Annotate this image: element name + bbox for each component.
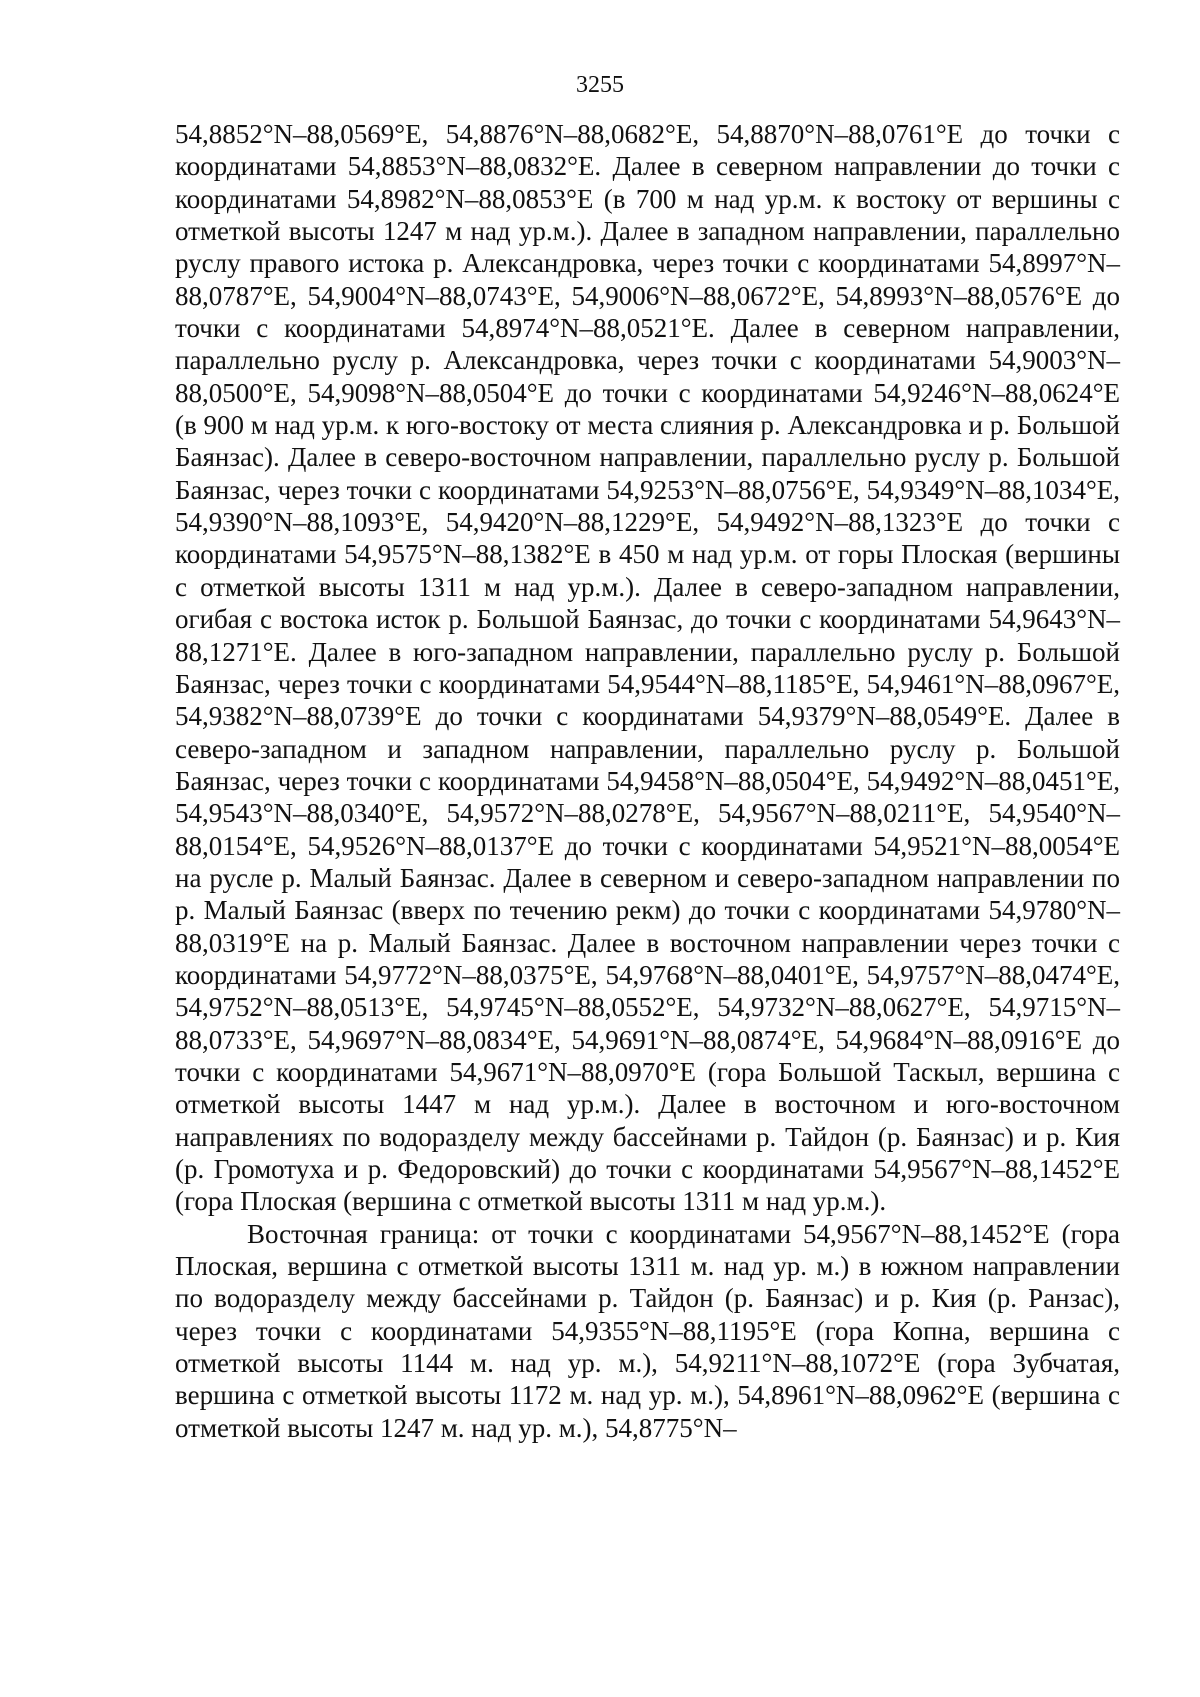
page-number: 3255: [576, 72, 624, 98]
paragraph-continuation: 54,8852°N–88,0569°E, 54,8876°N–88,0682°E, 54,8870°N–88,0761°E до точки с координатами 54,8853°N–88,0832°E. Далее в северном направлении до точки с координатами 54,8982°N–88,0853°E (в 700 м над ур.м. к востоку от вершины с отметкой высоты 1247 м над ур.м.). Далее в западном направлении, параллельно руслу правого истока р. Александровка, через точки с координатами 54,8997°N–88,0787°E, 54,9004°N–88,0743°E, 54,9006°N–88,0672°E, 54,8993°N–88,0576°E до точки с координатами 54,8974°N–88,0521°E. Далее в северном направлении, параллельно руслу р. Александровка, через точки с координатами 54,9003°N–88,0500°E, 54,9098°N–88,0504°E до точки с координатами 54,9246°N–88,0624°E (в 900 м над ур.м. к юго-востоку от места слияния р. Александровка и р. Большой Баянзас). Далее в северо-восточном направлении, параллельно руслу р. Большой Баянзас, через точки с координатами 54,9253°N–88,0756°E, 54,9349°N–88,1034°E, 54,9390°N–88,1093°E, 54,9420°N–88,1229°E, 54,9492°N–88,1323°E до точки с координатами 54,9575°N–88,1382°E в 450 м над ур.м. от горы Плоская (вершины с отметкой высоты 1311 м над ур.м.). Далее в северо-западном направлении, огибая с востока исток р. Большой Баянзас, до точки с координатами 54,9643°N–88,1271°E. Далее в юго-западном направлении, параллельно руслу р. Большой Баянзас, через точки с координатами 54,9544°N–88,1185°E, 54,9461°N–88,0967°E, 54,9382°N–88,0739°E до точки с координатами 54,9379°N–88,0549°E. Далее в северо-западном и западном направлении, параллельно руслу р. Большой Баянзас, через точки с координатами 54,9458°N–88,0504°E, 54,9492°N–88,0451°E, 54,9543°N–88,0340°E, 54,9572°N–88,0278°E, 54,9567°N–88,0211°E, 54,9540°N–88,0154°E, 54,9526°N–88,0137°E до точки с координатами 54,9521°N–88,0054°E на русле р. Малый Баянзас. Далее в северном и северо-западном направлении по р. Малый Баянзас (вверх по течению рекм) до точки с координатами 54,9780°N–88,0319°E на р. Малый Баянзас. Далее в восточном направлении через точки с координатами 54,9772°N–88,0375°E, 54,9768°N–88,0401°E, 54,9757°N–88,0474°E, 54,9752°N–88,0513°E, 54,9745°N–88,0552°E, 54,9732°N–88,0627°E, 54,9715°N–88,0733°E, 54,9697°N–88,0834°E, 54,9691°N–88,0874°E, 54,9684°N–88,0916°E до точки с координатами 54,9671°N–88,0970°E (гора Большой Таскыл, вершина с отметкой высоты 1447 м над ур.м.). Далее в восточном и юго-восточном направлениях по водоразделу между бассейнами р. Тайдон (р. Баянзас) и р. Кия (р. Громотуха и р. Федоровский) до точки с координатами 54,9567°N–88,1452°E (гора Плоская (вершина с отметкой высоты 1311 м над ур.м.).: [175, 119, 1120, 1217]
paragraph-eastern-border: Восточная граница: от точки с координатами 54,9567°N–88,1452°E (гора Плоская, вершина с отметкой высоты 1311 м. над ур. м.) в южном направлении по водоразделу между бассейнами р. Тайдон (р. Баянзас) и р. Кия (р. Ранзас), через точки с координатами 54,9355°N–88,1195°E (гора Копна, вершина с отметкой высоты 1144 м. над ур. м.), 54,9211°N–88,1072°E (гора Зубчатая, вершина с отметкой высоты 1172 м. над ур. м.), 54,8961°N–88,0962°E (вершина с отметкой высоты 1247 м. над ур. м.), 54,8775°N–: [175, 1218, 1120, 1443]
document-body: [175, 118, 1120, 1444]
